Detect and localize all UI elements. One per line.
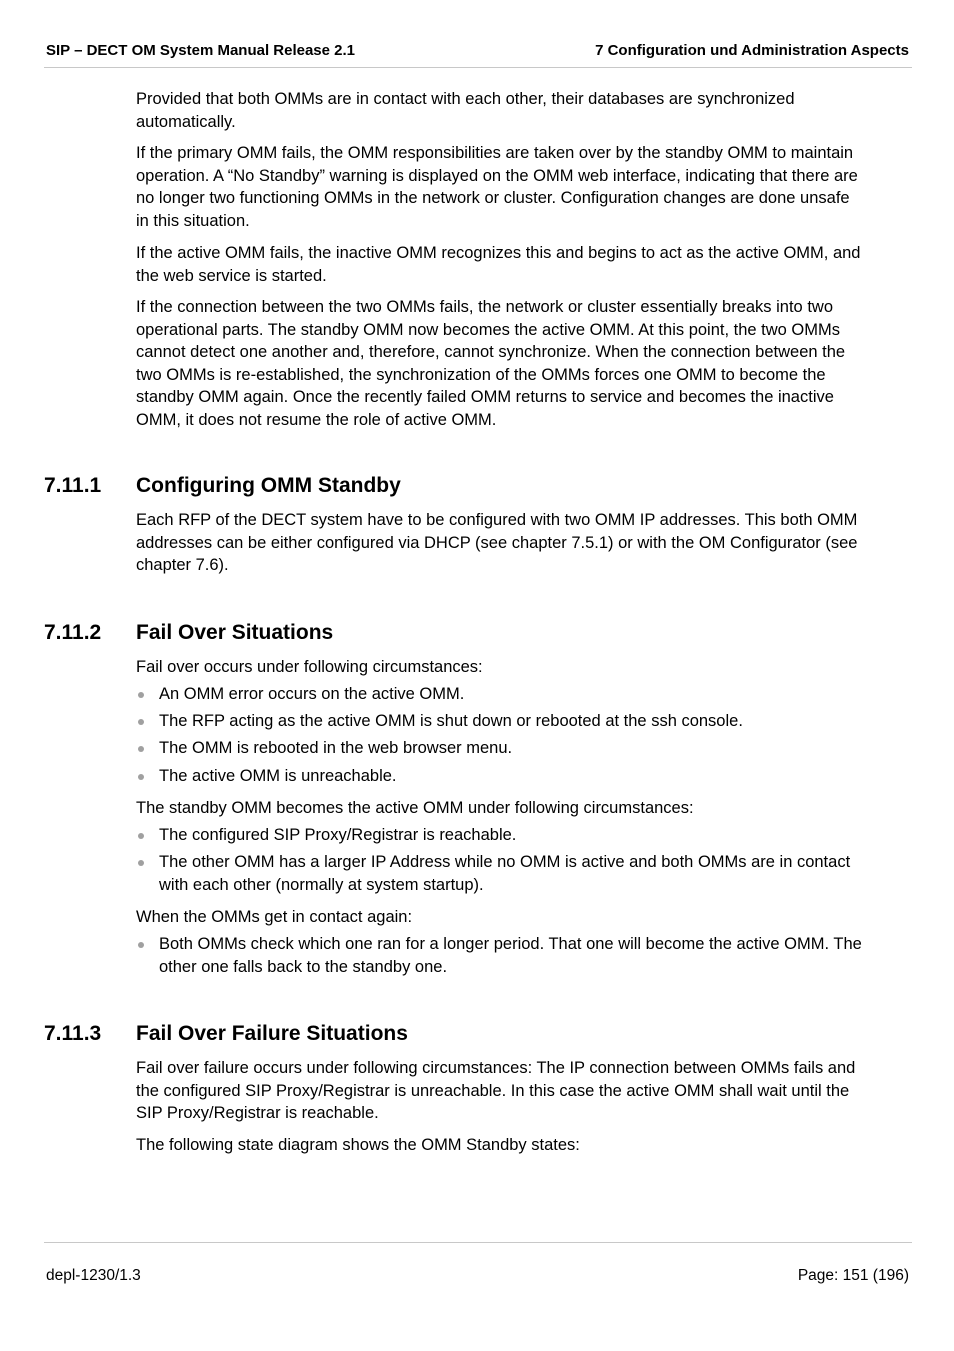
list-item-text: An OMM error occurs on the active OMM.	[159, 685, 465, 703]
bullet-icon	[138, 719, 144, 725]
page-header	[44, 41, 912, 68]
bullet-icon	[138, 860, 144, 866]
section-number: 7.11.2	[44, 621, 102, 644]
bullet-icon	[138, 746, 144, 752]
intro-paragraph-4: If the connection between the two OMMs fails, the network or cluster essentially breaks into two operational parts. The standby OMM now becomes the active OMM. At this point, the two OMMs cannot detect one another and, therefore, cannot synchronize. When the connection between the two OMMs is re-established, the synchronization of the OMMs forces one OMM to become the standby OMM again. Once the recently failed OMM returns to service and becomes the inactive OMM, it does not resume the role of active OMM.	[136, 298, 846, 429]
s3-paragraph-1: Fail over failure occurs under following circumstances: The IP connection between OMMs fails and the configured SIP Proxy/Registrar is unreachable. In this case the active OMM shall wait until the SIP Proxy/Registrar is reachable.	[136, 1059, 856, 1122]
intro-paragraph-1: Provided that both OMMs are in contact with each other, their databases are synchronized automatically.	[136, 90, 795, 131]
list-item-text: The other OMM has a larger IP Address while no OMM is active and both OMMs are in contact with each other (normally at system startup).	[159, 853, 851, 894]
s2-paragraph-3: When the OMMs get in contact again:	[136, 908, 413, 926]
footer-page-number: Page: 151 (196)	[797, 1267, 909, 1284]
section-title: Configuring OMM Standby	[136, 474, 401, 497]
section-title: Fail Over Failure Situations	[136, 1022, 408, 1045]
list-item-text: The OMM is rebooted in the web browser menu.	[159, 739, 513, 757]
s2-paragraph-1: Fail over occurs under following circumstances:	[136, 658, 483, 676]
bullet-icon	[138, 774, 144, 780]
s3-paragraph-2: The following state diagram shows the OMM Standby states:	[136, 1136, 580, 1154]
intro-paragraph-2: If the primary OMM fails, the OMM responsibilities are taken over by the standby OMM to maintain operation. A “No Standby” warning is displayed on the OMM web interface, indicating that there are no longer two functioning OMMs in the network or cluster. Configuration changes are done unsafe in this situation.	[136, 144, 858, 230]
section-title: Fail Over Situations	[136, 621, 334, 644]
bullet-icon	[138, 692, 144, 698]
list-item-text: The RFP acting as the active OMM is shut down or rebooted at the ssh console.	[159, 712, 743, 730]
list-item-text: Both OMMs check which one ran for a longer period. That one will become the active OMM. The other one falls back to the standby one.	[159, 935, 862, 976]
header-document-title: SIP – DECT OM System Manual Release 2.1	[46, 42, 356, 59]
bullet-icon	[138, 833, 144, 839]
section-number: 7.11.3	[44, 1022, 102, 1045]
intro-paragraph-3: If the active OMM fails, the inactive OMM recognizes this and begins to act as the active OMM, and the web service is started.	[136, 244, 861, 285]
header-chapter-title: 7 Configuration und Administration Aspects	[595, 42, 909, 59]
list-item-text: The active OMM is unreachable.	[159, 767, 397, 785]
bullet-icon	[138, 942, 144, 948]
section-number: 7.11.1	[44, 474, 102, 497]
list-item-text: The configured SIP Proxy/Registrar is reachable.	[159, 826, 517, 844]
footer-document-id: depl-1230/1.3	[46, 1267, 141, 1284]
s2-paragraph-2: The standby OMM becomes the active OMM under following circumstances:	[136, 799, 694, 817]
s1-paragraph-1: Each RFP of the DECT system have to be configured with two OMM IP addresses. This both OMM addresses can be either configured via DHCP (see chapter 7.5.1) or with the OM Configurator (see chapter 7.6).	[136, 511, 858, 574]
page-footer	[44, 1242, 912, 1284]
